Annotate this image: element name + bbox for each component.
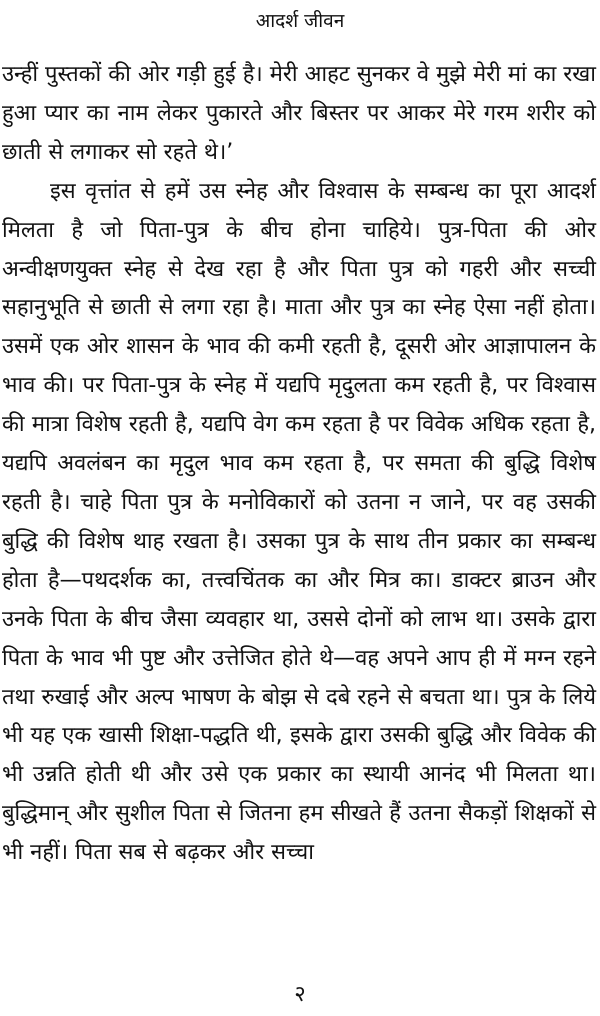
running-header: आदर्श जीवन xyxy=(255,10,345,32)
paragraph-main: इस वृत्तांत से हमें उस स्नेह और विश्वास के सम्बन्ध का पूरा आदर्श मिलता है जो पिता-पुत्र के बीच होना चाहिये। पुत्र-पिता की ओर अन्वीक्षणयुक्त स्नेह से देख रहा है और पिता पुत्र को गहरी और सच्ची सहानुभूति से छाती से लगा रहा है। माता और पुत्र का स्नेह ऐसा नहीं होता। उसमें एक ओर शासन के भाव की कमी रहती है, दूसरी ओर आज्ञापालन के भाव की। पर पिता-पुत्र के स्नेह में यद्यपि मृदुलता कम रहती है, पर विश्वास की मात्रा विशेष रहती है, यद्यपि वेग कम रहता है पर विवेक अधिक रहता है, यद्यपि अवलंबन का मृदुल भाव कम रहता है, पर समता की बुद्धि विशेष रहती है। चाहे पिता पुत्र के मनोविकारों को उतना न जाने, पर वह उसकी बुद्धि की विशेष थाह रखता है। उसका पुत्र के साथ तीन प्रकार का सम्बन्ध होता है—पथदर्शक का, तत्त्वचिंतक का और मित्र का। डाक्टर ब्राउन और उनके पिता के बीच जैसा व्यवहार था, उससे दोनों को लाभ था। उसके द्वारा पिता के भाव भी पुष्ट और उत्तेजित होते थे—वह अपने आप ही में मग्न रहने तथा रुखाई और अल्प भाषण के बोझ से दबे रहने से बचता था। पुत्र के लिये भी यह एक खासी शिक्षा-पद्धति थी, इसके द्वारा उसकी बुद्धि और विवेक की भी उन्नति होती थी और उसे एक प्रकार का स्थायी आनंद भी मिलता था। बुद्धिमान् और सुशील पिता से जितना हम सीखते हैं उतना सैकड़ों शिक्षकों से भी नहीं। पिता सब से बढ़कर और सच्चा xyxy=(2,178,596,866)
paragraph-continuation: उन्हीं पुस्तकों की ओर गड़ी हुई है। मेरी आहट सुनकर वे मुझे मेरी मां का रखा हुआ प्यार का नाम लेकर पुकारते और बिस्तर पर आकर मेरे गरम शरीर को छाती से लगाकर सो रहते थे।’ xyxy=(2,62,596,165)
page-number: २ xyxy=(294,982,306,1007)
page-body xyxy=(2,56,596,873)
